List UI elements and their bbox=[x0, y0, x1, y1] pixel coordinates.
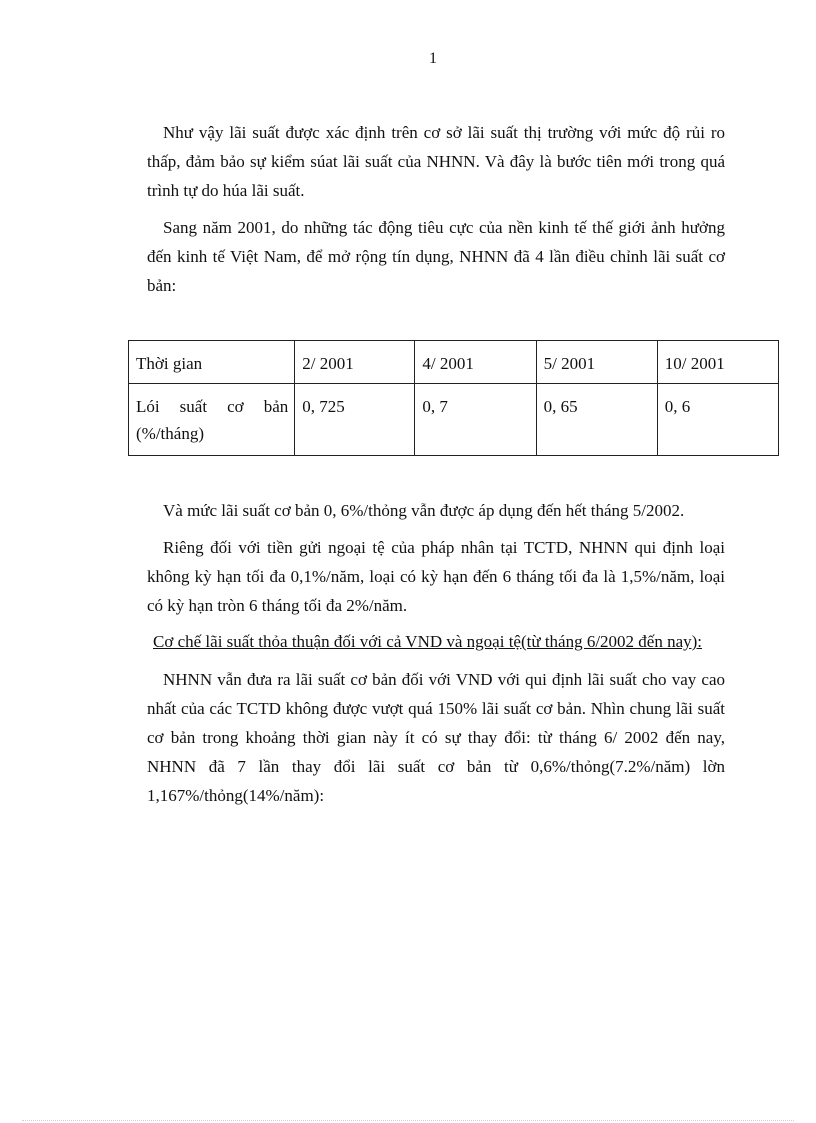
intro-paragraph-2: Sang năm 2001, do những tác động tiêu cực của nền kinh tế thế giới ảnh hưởng đến kinh tế Việt Nam, để mở rộng tín dụng, NHNN đã 4 lần điều chỉnh lãi suất cơ bản: bbox=[147, 218, 725, 295]
table-cell: 0, 6 bbox=[657, 384, 778, 456]
table-cell: 0, 7 bbox=[415, 384, 536, 456]
table-header-cell: 2/ 2001 bbox=[295, 341, 415, 384]
table-header-cell: 4/ 2001 bbox=[415, 341, 536, 384]
table-cell: 0, 725 bbox=[295, 384, 415, 456]
body-paragraph-2: Riêng đối với tiền gửi ngoại tệ của pháp nhân tại TCTD, NHNN qui định loại không kỳ hạn tối đa 0,1%/năm, loại có kỳ hạn đến 6 tháng tối đa là 1,5%/năm, loại có kỳ hạn tròn 6 tháng tối đa 2%/năm. bbox=[147, 538, 725, 615]
final-paragraph: NHNN vẫn đưa ra lãi suất cơ bản đối với VND với qui định lãi suất cho vay cao nhất của các TCTD không được vượt quá 150% lãi suất cơ bản. Nhìn chung lãi suất cơ bản trong khoảng thời gian này ít có sự thay đổi: từ tháng 6/ 2002 đến nay, NHNN đã 7 lần thay đổi lãi suất cơ bản từ 0,6%/thỏng(7.2%/năm) lờn 1,167%/thỏng(14%/năm): bbox=[147, 670, 725, 805]
section-heading: Cơ chế lãi suất thỏa thuận đối với cả VND và ngoại tệ(từ tháng 6/2002 đến nay): bbox=[153, 632, 703, 651]
table-row-label bbox=[129, 384, 295, 456]
table-header-cell: 5/ 2001 bbox=[536, 341, 657, 384]
row-label-line-2: (%/tháng) bbox=[136, 424, 204, 443]
table-header-cell: 10/ 2001 bbox=[657, 341, 778, 384]
table-row bbox=[129, 384, 779, 456]
table-header-row bbox=[129, 341, 779, 384]
intro-section bbox=[147, 118, 725, 308]
intro-paragraph-1: Như vậy lãi suất được xác định trên cơ sở lãi suất thị trường với mức độ rủi ro thấp, đảm bảo sự kiểm súat lãi suất của NHNN. Và đây là bước tiên mới trong quá trình tự do húa lãi suất. bbox=[147, 123, 725, 200]
table-cell: 0, 65 bbox=[536, 384, 657, 456]
body-section bbox=[147, 496, 725, 818]
page-number: 1 bbox=[429, 50, 437, 67]
table-header-cell: Thời gian bbox=[129, 341, 295, 384]
page-bottom-rule bbox=[22, 1120, 794, 1121]
body-paragraph-1: Và mức lãi suất cơ bản 0, 6%/thỏng vẫn được áp dụng đến hết tháng 5/2002. bbox=[163, 501, 685, 520]
row-label-line-1: Lói suất cơ bản bbox=[136, 397, 289, 416]
base-rate-table bbox=[128, 340, 779, 456]
